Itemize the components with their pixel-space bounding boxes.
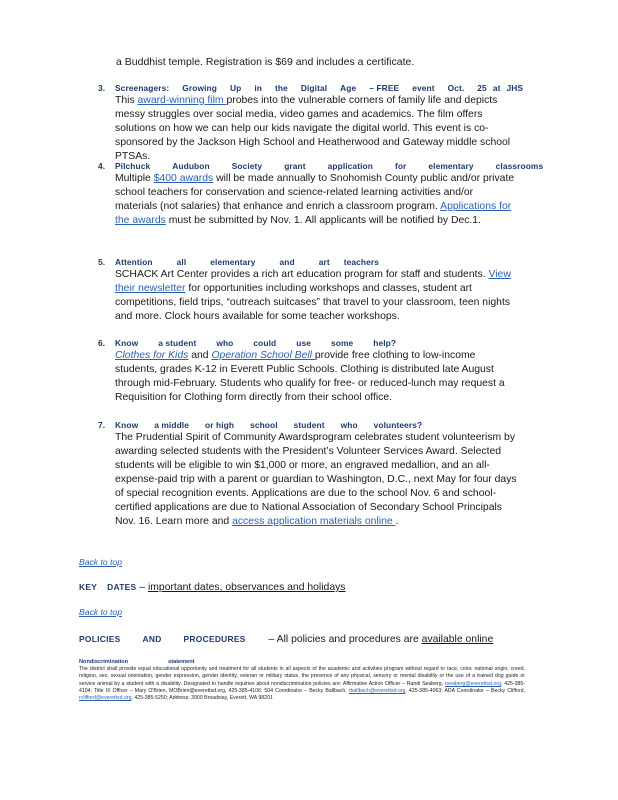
policies-row: POLICIES AND PROCEDURES – All policies and procedures are available online bbox=[79, 634, 494, 645]
item-heading: 5. Attention all elementary and art teachers bbox=[98, 257, 379, 267]
footer-email-link[interactable]: rballbach@everettsd.org bbox=[348, 687, 406, 694]
item-body: Clothes for Kids and Operation School Bell provide free clothing to low-income students, grades K-12 in Everett Public Schools. Clothing is distributed late August through mid-February. Students who qualify for free- or reduced-lunch may request a Requisition for Clothing form directly from their school office. bbox=[115, 350, 505, 403]
back-to-top-link-2[interactable]: Back to top bbox=[79, 607, 122, 617]
item-body: SCHACK Art Center provides a rich art education program for staff and students. View their newsletter for opportunities including workshops and classes, student art competitions, field trips, “outreach suitcases” that travel to your classroom, teen nights and more. Clock hours available for some teacher workshops. bbox=[115, 269, 511, 322]
key-dates-row: KEY DATES – important dates, observances and holidays bbox=[79, 582, 346, 593]
item-volunteer-award bbox=[98, 419, 518, 529]
item-heading: 4. Pilchuck Audubon Society grant application for elementary classrooms bbox=[98, 161, 544, 171]
nondiscrimination-footer: Nondiscrimination statement The district shall provide equal educational opportunity and treatment for all students in all aspects of the academic and activities program without regard to race, color, national origin, creed, religion, sex, sexual orientation, gender expression, gender identity, veteran or military status, the presence of any physical, sensory or mental disability or the use of a trained dog guide or service animal by a student with a disability. Designated to handle inquiries about nondiscrimination policies are: Affirmative Action Officer – Randi Seaberg, rseaberg@everettsd.org, 425-385-4104; Title IX Officer – Mary O'Brien, MOBrien@everettsd.org, 425-385-4106; 504 Coordinator – Becky Ballbach, rballbach@everettsd.org, 425-385-4063; ADA Coordinator – Becky Clifford, rclifford@everettsd.org, 425-385-5250; Address: 3900 Broadway, Everett, WA 98201 bbox=[79, 659, 526, 702]
awards-link[interactable]: $400 awards bbox=[153, 173, 214, 184]
item-screenagers bbox=[98, 82, 524, 164]
applications-link[interactable]: Applications for the awards bbox=[115, 201, 512, 226]
item-body: Multiple $400 awards will be made annually to Snohomish County public and/or private school teachers for conservation and science-related learning activities and/or materials (not salaries) that enhance and enrich a classroom program. Applications for the awards must be submitted by Nov. 1. All applicants will be notified by Dec.1. bbox=[115, 173, 515, 226]
item-clothing-help bbox=[98, 337, 518, 405]
operation-school-bell-link[interactable]: Operation School Bell bbox=[211, 350, 315, 361]
award-winning-film-link[interactable]: award-winning film bbox=[137, 95, 227, 106]
back-to-top-link[interactable]: Back to top bbox=[79, 557, 122, 567]
policies-online-link[interactable]: available online bbox=[421, 634, 494, 645]
newsletter-link[interactable]: View their newsletter bbox=[115, 269, 511, 294]
item-heading: 6. Know a student who could use some help? bbox=[98, 338, 397, 348]
clothes-for-kids-link[interactable]: Clothes for Kids bbox=[115, 350, 189, 361]
item-schack-art bbox=[98, 256, 518, 324]
item-heading: 3. Screenagers: Growing Up in the Digital Age – FREE event Oct. 25 at JHS bbox=[98, 83, 524, 93]
important-dates-link[interactable]: important dates, observances and holidays bbox=[147, 582, 346, 593]
footer-email-link[interactable]: rclifford@everettsd.org bbox=[79, 695, 132, 702]
key-dates-title: KEY DATES bbox=[79, 582, 137, 592]
intro-line: a Buddhist temple. Registration is $69 and includes a certificate. bbox=[116, 56, 415, 68]
item-audubon-grant bbox=[98, 160, 544, 228]
item-body: The Prudential Spirit of Community Awardsprogram celebrates student volunteerism by awarding selected students with the President’s Volunteer Services Award. Selected students will be eligible to win $1,000 or more, an engraved medallion, and an all-expense-paid trip with a parent or guardian to Washington, D.C., next May for four days of special recognition events. Applications are due to the school Nov. 6 and school-certified applications are due to National Association of Secondary School Principals Nov. 16. Learn more and access application materials online . bbox=[115, 432, 517, 527]
policies-title: POLICIES AND PROCEDURES bbox=[79, 634, 246, 644]
access-application-link[interactable]: access application materials online bbox=[232, 516, 396, 527]
footer-email-link[interactable]: rseaberg@everettsd.org bbox=[444, 680, 501, 687]
item-heading: 7. Know a middle or high school student who volunteers? bbox=[98, 420, 423, 430]
item-body: This award-winning film probes into the vulnerable corners of family life and depicts messy struggles over social media, video games and academics. The film offers solutions on how we can help our kids navigate the digital world. This event is co-sponsored by the Jackson High School and Heatherwood and Gateway middle school PTSAs. bbox=[115, 95, 511, 162]
